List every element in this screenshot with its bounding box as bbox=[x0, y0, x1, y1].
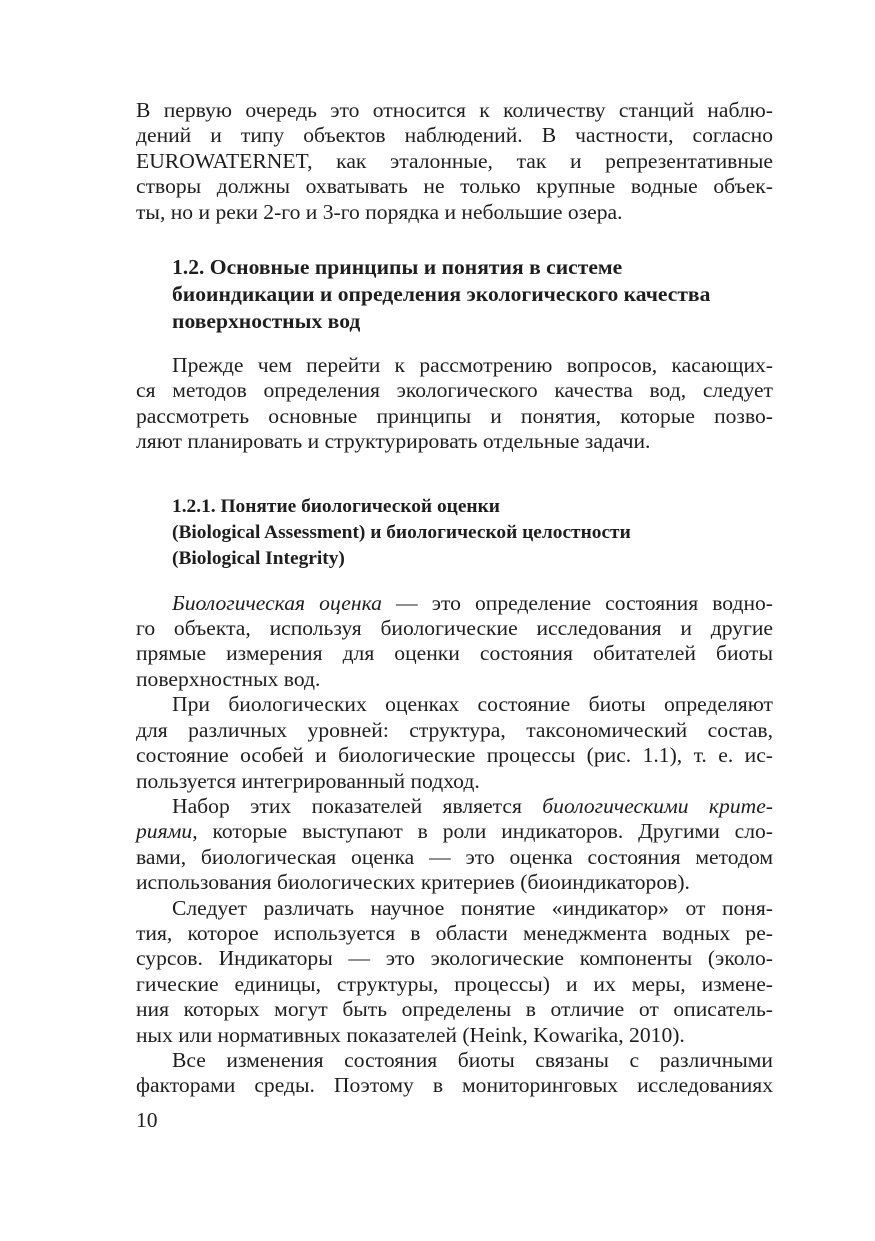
text-line: EUROWATERNET, как эталонные, так и репрезентативные bbox=[136, 148, 773, 173]
paragraph-indicator bbox=[136, 896, 773, 1048]
heading-line: (Biological Integrity) bbox=[172, 547, 345, 569]
text-line: Прежде чем перейти к рассмотрению вопросов, касающих- bbox=[172, 353, 773, 378]
text-line: В первую очередь это относится к количеству станций наблю- bbox=[136, 98, 773, 122]
text-line: пользуется интегрированный подход. bbox=[136, 768, 480, 793]
text-line: ты, но и реки 2-го и 3-го порядка и небольшие озера. bbox=[136, 199, 623, 224]
term-italic: Биологическая оценка bbox=[172, 590, 382, 615]
paragraph-factors bbox=[136, 1048, 773, 1099]
paragraph-biological-assessment bbox=[136, 591, 773, 693]
text-line: для различных уровней: структура, таксономический состав, bbox=[136, 717, 773, 742]
text-line: состояние особей и биологические процессы (рис. 1.1), т. е. ис- bbox=[136, 743, 773, 768]
text-line: створы должны охватывать не только крупные водные объек- bbox=[136, 174, 773, 199]
text-line: го объекта, используя биологические исследования и другие bbox=[136, 616, 773, 641]
term-italic: риями bbox=[136, 819, 193, 844]
text-run: , которые выступают в роли индикаторов. Другими сло- bbox=[192, 819, 773, 844]
heading-line: поверхностных вод bbox=[172, 309, 361, 334]
paragraph-biological-criteria bbox=[136, 794, 773, 896]
text-line bbox=[136, 591, 773, 616]
heading-line: 1.2. Основные принципы и понятия в системе bbox=[172, 255, 623, 280]
subsection-heading bbox=[136, 494, 773, 572]
text-line: вами, биологическая оценка — это оценка состояния методом bbox=[136, 844, 773, 869]
term-italic: биологическими крите- bbox=[542, 793, 773, 818]
text-line: гические единицы, структуры, процессы) и их меры, измене- bbox=[136, 971, 773, 996]
text-line: ся методов определения экологического качества вод, следует bbox=[136, 378, 773, 403]
text-line bbox=[136, 794, 773, 819]
text-line bbox=[136, 819, 773, 844]
page-body bbox=[136, 98, 773, 1099]
text-line: ляют планировать и структурировать отдельные задачи. bbox=[136, 429, 651, 454]
text-line: использования биологических критериев (биоиндикаторов). bbox=[136, 870, 690, 895]
paragraph-biota-levels bbox=[136, 692, 773, 794]
text-line: При биологических оценках состояние биоты определяют bbox=[172, 692, 773, 717]
page-number: 10 bbox=[136, 1108, 158, 1132]
text-line: факторами среды. Поэтому в мониторинговых исследованиях bbox=[136, 1073, 773, 1098]
text-line: ных или нормативных показателей (Heink, Kowarika, 2010). bbox=[136, 1022, 685, 1047]
text-line: сурсов. Индикаторы — это экологические компоненты (эколо- bbox=[136, 946, 773, 971]
text-line: прямые измерения для оценки состояния обитателей биоты bbox=[136, 641, 773, 666]
text-line: тия, которое используется в области менеджмента водных ре- bbox=[136, 920, 773, 945]
text-line: поверхностных вод. bbox=[136, 666, 321, 691]
text-run: — это определение состояния водно- bbox=[381, 590, 774, 615]
heading-line: биоиндикации и определения экологического качества bbox=[172, 282, 711, 307]
text-line: ния которых могут быть определены в отличие от описатель- bbox=[136, 997, 773, 1022]
section-heading bbox=[136, 254, 773, 335]
intro-paragraph bbox=[136, 98, 773, 225]
section-paragraph bbox=[136, 353, 773, 455]
text-line: Все изменения состояния биоты связаны с различными bbox=[172, 1047, 773, 1072]
text-line: рассмотреть основные принципы и понятия, которые позво- bbox=[136, 403, 773, 428]
heading-line: (Biological Assessment) и биологической целостности bbox=[172, 521, 631, 543]
text-line: дений и типу объектов наблюдений. В частности, согласно bbox=[136, 123, 773, 148]
text-run: Набор этих показателей является bbox=[172, 793, 543, 818]
text-line: Следует различать научное понятие «индикатор» от поня- bbox=[172, 895, 773, 920]
heading-line: 1.2.1. Понятие биологической оценки bbox=[172, 495, 500, 517]
